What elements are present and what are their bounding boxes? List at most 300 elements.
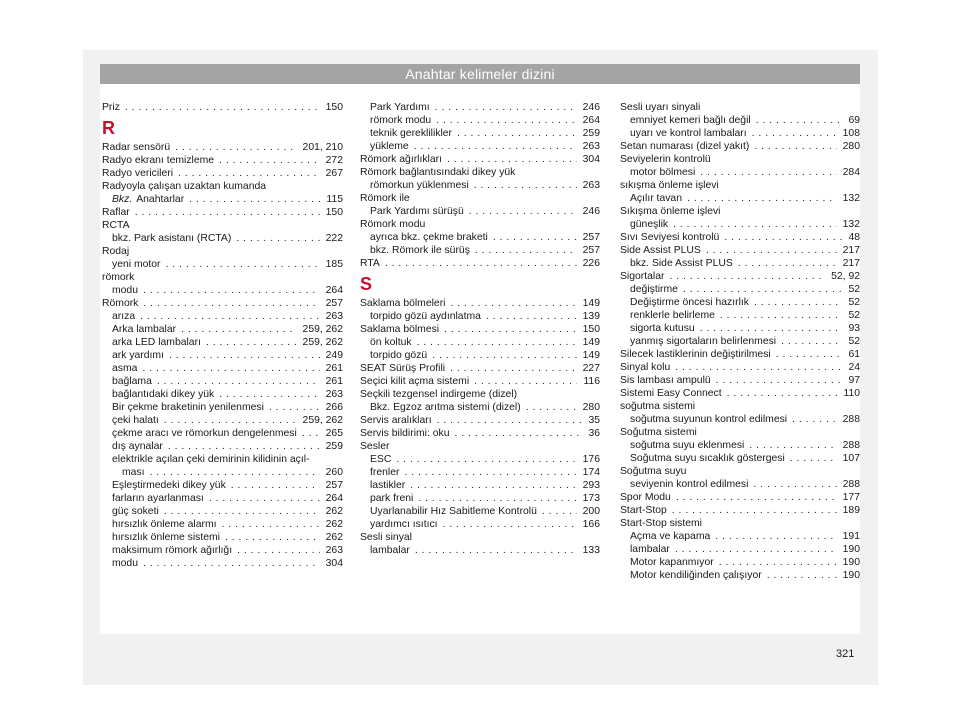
entry-label: asma — [112, 363, 138, 374]
dot-leader — [756, 114, 843, 127]
entry-label: çekme aracı ve römorkun dengelenmesi — [112, 428, 297, 439]
entry-label: farların ayarlanması — [112, 493, 204, 504]
entry-label: Start-Stop — [620, 505, 667, 516]
entry-label: Servis bildirimi: oku — [360, 428, 450, 439]
entry-label: Motor kapanmıyor — [630, 557, 714, 568]
entry-page: 217 — [842, 245, 860, 256]
dot-leader — [135, 206, 320, 219]
entry-prefix: Bkz. — [112, 194, 133, 205]
entry-page: 263 — [325, 389, 343, 400]
index-entry — [102, 544, 343, 557]
entry-label: Römork — [102, 298, 139, 309]
entry-label: Römork ağırlıkları — [360, 154, 442, 165]
index-heading — [620, 153, 860, 166]
dot-leader — [475, 244, 577, 257]
dot-leader — [302, 427, 320, 440]
entry-page: 150 — [325, 102, 343, 113]
entry-label: lambalar — [630, 544, 670, 555]
entry-page: 288 — [842, 479, 860, 490]
dot-leader — [727, 387, 838, 400]
entry-label: güç soketi — [112, 506, 159, 517]
index-entry — [620, 114, 860, 127]
dot-leader — [206, 336, 297, 349]
entry-label: Radar sensörü — [102, 142, 171, 153]
index-entry — [620, 478, 860, 491]
index-entry — [102, 167, 343, 180]
dot-leader — [436, 114, 576, 127]
entry-page: 132 — [842, 193, 860, 204]
index-entry — [620, 257, 860, 270]
entry-label: hırsızlık önleme alarmı — [112, 519, 217, 530]
index-entry — [360, 127, 600, 140]
entry-page: 259 — [582, 128, 600, 139]
entry-label: motor bölmesi — [630, 167, 696, 178]
dot-leader — [715, 530, 836, 543]
index-heading — [102, 453, 343, 466]
entry-page: 267 — [325, 168, 343, 179]
dot-leader — [767, 569, 837, 582]
entry-page: 222 — [325, 233, 343, 244]
dot-leader — [189, 193, 320, 206]
index-entry — [102, 232, 343, 245]
index-column-2 — [360, 101, 600, 557]
index-entry — [620, 270, 860, 283]
entry-page: 266 — [325, 402, 343, 413]
dot-leader — [676, 491, 837, 504]
entry-page: 249 — [325, 350, 343, 361]
entry-label: römork modu — [370, 115, 432, 126]
index-entry — [360, 310, 600, 323]
entry-label: arka LED lambaları — [112, 337, 201, 348]
entry-label: Park Yardımı — [370, 102, 430, 113]
entry-label: Römork bağlantısındaki dikey yük — [360, 167, 516, 178]
entry-label: Uyarlanabilir Hız Sabitleme Kontrolü — [370, 506, 537, 517]
entry-label: frenler — [370, 467, 400, 478]
index-entry — [102, 141, 343, 154]
index-entry — [360, 323, 600, 336]
entry-page: 110 — [843, 388, 860, 399]
entry-page: 149 — [582, 337, 600, 348]
index-heading — [102, 219, 343, 232]
entry-label: Açılır tavan — [630, 193, 682, 204]
entry-label: Değiştirme öncesi hazırlık — [630, 297, 749, 308]
entry-label: sıkışma önleme işlevi — [620, 180, 719, 191]
dot-leader — [706, 244, 837, 257]
entry-label: Sis lambası ampulü — [620, 375, 711, 386]
entry-page: 173 — [582, 493, 600, 504]
entry-page: 200 — [582, 506, 600, 517]
dot-leader — [178, 167, 320, 180]
index-entry — [360, 544, 600, 557]
dot-leader — [143, 284, 320, 297]
dot-leader — [169, 349, 320, 362]
index-entry — [102, 466, 343, 479]
dot-leader — [450, 297, 576, 310]
dot-leader — [164, 414, 297, 427]
index-entry — [620, 413, 860, 426]
entry-label: Priz — [102, 102, 120, 113]
index-entry — [360, 179, 600, 192]
entry-page: 185 — [325, 259, 343, 270]
entry-label: torpido gözü aydınlatma — [370, 311, 481, 322]
entry-page: 304 — [582, 154, 600, 165]
entry-label: Sesli sinyal — [360, 532, 412, 543]
entry-page: 263 — [582, 180, 600, 191]
dot-leader — [469, 205, 577, 218]
index-heading — [620, 517, 860, 530]
index-entry — [620, 348, 860, 361]
entry-label: bkz. Side Assist PLUS — [630, 258, 733, 269]
index-heading — [620, 179, 860, 192]
entry-page: 259, 262 — [302, 337, 343, 348]
entry-label: Anahtarlar — [136, 194, 185, 205]
dot-leader — [781, 335, 842, 348]
entry-label: Seçici kilit açma sistemi — [360, 376, 470, 387]
entry-page: 264 — [325, 285, 343, 296]
index-entry — [102, 505, 343, 518]
entry-label: Sesli uyarı sinyali — [620, 102, 701, 113]
index-entry — [360, 257, 600, 270]
dot-leader — [443, 518, 577, 531]
index-entry — [102, 206, 343, 219]
entry-label: lastikler — [370, 480, 406, 491]
dot-leader — [700, 322, 843, 335]
entry-page: 52 — [848, 284, 860, 295]
entry-page: 132 — [842, 219, 860, 230]
dot-leader — [673, 218, 837, 231]
dot-leader — [236, 232, 319, 245]
dot-leader — [222, 518, 320, 531]
index-entry — [620, 387, 860, 400]
entry-page: 257 — [582, 245, 600, 256]
index-entry — [102, 154, 343, 167]
entry-label: RTA — [360, 258, 380, 269]
entry-label: Spor Modu — [620, 492, 671, 503]
section-letter: S — [360, 274, 373, 294]
entry-page: 259, 262 — [302, 324, 343, 335]
index-entry — [102, 101, 343, 114]
index-heading — [360, 192, 600, 205]
dot-leader — [415, 544, 577, 557]
entry-label: ayrıca bkz. çekme braketi — [370, 232, 488, 243]
index-heading — [360, 218, 600, 231]
dot-leader — [410, 479, 576, 492]
entry-label: ön koltuk — [370, 337, 412, 348]
dot-leader — [140, 310, 320, 323]
entry-page: 108 — [842, 128, 860, 139]
dot-leader — [474, 375, 577, 388]
dot-leader — [385, 257, 577, 270]
index-heading — [360, 531, 600, 544]
entry-page: 280 — [842, 141, 860, 152]
dot-leader — [143, 557, 320, 570]
dot-leader — [675, 361, 842, 374]
entry-label: uyarı ve kontrol lambaları — [630, 128, 747, 139]
entry-label: teknik gereklilikler — [370, 128, 452, 139]
entry-page: 150 — [325, 207, 343, 218]
dot-leader — [738, 257, 837, 270]
index-entry — [620, 192, 860, 205]
dot-leader — [168, 440, 320, 453]
entry-page: 257 — [325, 298, 343, 309]
index-heading — [102, 271, 343, 284]
entry-label: Radyoyla çalışan uzaktan kumanda — [102, 181, 267, 192]
index-entry — [102, 557, 343, 570]
entry-page: 133 — [582, 545, 600, 556]
entry-page: 265 — [325, 428, 343, 439]
index-entry — [620, 166, 860, 179]
entry-label: modu — [112, 558, 138, 569]
index-header-bar — [100, 64, 860, 84]
entry-label: soğutma sistemi — [620, 401, 696, 412]
entry-label: Sinyal kolu — [620, 362, 671, 373]
entry-page: 93 — [848, 323, 860, 334]
entry-page: 246 — [582, 102, 600, 113]
entry-label: değiştirme — [630, 284, 678, 295]
entry-label: soğutma suyunun kontrol edilmesi — [630, 414, 788, 425]
entry-label: arıza — [112, 311, 136, 322]
entry-label: Arka lambalar — [112, 324, 177, 335]
dot-leader — [209, 492, 320, 505]
index-entry — [620, 361, 860, 374]
dot-leader — [752, 127, 837, 140]
index-entry — [360, 231, 600, 244]
entry-label: RCTA — [102, 220, 130, 231]
entry-label: park freni — [370, 493, 414, 504]
index-entry — [102, 336, 343, 349]
index-entry — [360, 101, 600, 114]
entry-label: Motor kendiliğinden çalışıyor — [630, 570, 762, 581]
dot-leader — [790, 452, 837, 465]
dot-leader — [675, 543, 837, 556]
entry-label: Römork ile — [360, 193, 410, 204]
index-entry — [360, 466, 600, 479]
entry-page: 115 — [326, 194, 343, 205]
dot-leader — [447, 153, 577, 166]
entry-label: Soğutma sistemi — [620, 427, 697, 438]
index-entry — [102, 388, 343, 401]
entry-label: Radyo vericileri — [102, 168, 174, 179]
entry-label: renklerle belirleme — [630, 310, 715, 321]
entry-page: 293 — [582, 480, 600, 491]
entry-page: 217 — [842, 258, 860, 269]
entry-label: Seçkili tezgensel indirgeme (dizel) — [360, 389, 518, 400]
index-entry — [620, 244, 860, 257]
entry-label: bkz. Römork ile sürüş — [370, 245, 470, 256]
index-entry — [620, 491, 860, 504]
index-entry — [102, 323, 343, 336]
index-entry — [102, 479, 343, 492]
entry-label: Römork modu — [360, 219, 426, 230]
dot-leader — [164, 505, 320, 518]
index-entry — [102, 362, 343, 375]
entry-label: seviyenin kontrol edilmesi — [630, 479, 749, 490]
dot-leader — [219, 388, 319, 401]
dot-leader — [414, 140, 577, 153]
entry-page: 263 — [582, 141, 600, 152]
entry-page: 261 — [325, 363, 343, 374]
index-entry — [360, 492, 600, 505]
page-number: 321 — [836, 648, 855, 660]
entry-page: 262 — [325, 506, 343, 517]
entry-label: Soğutma suyu sıcaklık göstergesi — [630, 453, 785, 464]
dot-leader — [792, 413, 837, 426]
entry-label: Seviyelerin kontrolü — [620, 154, 711, 165]
index-entry — [620, 374, 860, 387]
entry-page: 191 — [842, 531, 860, 542]
index-column-1 — [102, 101, 343, 570]
entry-page: 257 — [325, 480, 343, 491]
entry-label: yükleme — [370, 141, 409, 152]
index-entry — [360, 453, 600, 466]
index-entry — [620, 543, 860, 556]
dot-leader — [724, 231, 842, 244]
entry-label: Açma ve kapama — [630, 531, 711, 542]
entry-page: 48 — [848, 232, 860, 243]
entry-label: Servis aralıkları — [360, 415, 432, 426]
entry-label: Raflar — [102, 207, 130, 218]
entry-page: 166 — [582, 519, 600, 530]
index-entry — [620, 231, 860, 244]
dot-leader — [396, 453, 576, 466]
dot-leader — [493, 231, 577, 244]
entry-label: emniyet kemeri bağlı değil — [630, 115, 751, 126]
entry-page: 280 — [582, 402, 600, 413]
index-entry — [360, 244, 600, 257]
entry-label: Saklama bölmesi — [360, 324, 440, 335]
entry-label: Silecek lastiklerinin değiştirilmesi — [620, 349, 771, 360]
index-entry — [360, 362, 600, 375]
dot-leader — [181, 323, 296, 336]
index-entry — [102, 401, 343, 414]
entry-page: 52 — [848, 336, 860, 347]
entry-page: 190 — [842, 544, 860, 555]
dot-leader — [700, 166, 836, 179]
index-entry — [360, 297, 600, 310]
dot-leader — [418, 492, 576, 505]
dot-leader — [237, 544, 320, 557]
entry-label: güneşlik — [630, 219, 669, 230]
entry-page: 259 — [325, 441, 343, 452]
entry-page: 139 — [582, 311, 600, 322]
dot-leader — [753, 478, 836, 491]
entry-page: 288 — [842, 440, 860, 451]
dot-leader — [143, 297, 319, 310]
dot-leader — [417, 336, 577, 349]
entry-page: 259, 262 — [302, 415, 343, 426]
index-entry — [102, 492, 343, 505]
index-entry — [360, 153, 600, 166]
entry-label: Sıkışma önleme işlevi — [620, 206, 721, 217]
index-entry — [102, 284, 343, 297]
index-entry — [360, 349, 600, 362]
index-entry — [620, 556, 860, 569]
entry-label: yardımcı ısıtıcı — [370, 519, 438, 530]
dot-leader — [683, 283, 843, 296]
entry-label: çeki halatı — [112, 415, 159, 426]
index-entry — [620, 127, 860, 140]
entry-label: yeni motor — [112, 259, 161, 270]
entry-label: torpido gözü — [370, 350, 428, 361]
entry-label: Bkz. Egzoz arıtma sistemi (dizel) — [370, 402, 521, 413]
dot-leader — [457, 127, 577, 140]
index-heading — [102, 180, 343, 193]
entry-page: 52 — [848, 297, 860, 308]
section-letter: R — [102, 118, 115, 138]
entry-label: modu — [112, 285, 138, 296]
index-entry — [620, 140, 860, 153]
entry-label: lambalar — [370, 545, 410, 556]
dot-leader — [437, 414, 583, 427]
entry-page: 284 — [842, 167, 860, 178]
dot-leader — [526, 401, 577, 414]
entry-page: 189 — [842, 505, 860, 516]
entry-label: soğutma suyu eklenmesi — [630, 440, 745, 451]
dot-leader — [486, 310, 577, 323]
entry-label: Radyo ekranı temizleme — [102, 155, 215, 166]
entry-page: 227 — [582, 363, 600, 374]
entry-page: 52, 92 — [831, 271, 860, 282]
dot-leader — [219, 154, 320, 167]
entry-page: 149 — [582, 350, 600, 361]
entry-page: 190 — [842, 557, 860, 568]
index-entry — [620, 335, 860, 348]
index-entry — [620, 218, 860, 231]
dot-leader — [776, 348, 843, 361]
dot-leader — [157, 375, 320, 388]
entry-page: 288 — [842, 414, 860, 425]
dot-leader — [231, 479, 320, 492]
entry-label: Setan numarası (dizel yakıt) — [620, 141, 750, 152]
entry-label: elektrikle açılan çeki demirinin kilidinin açıl- — [112, 454, 310, 465]
dot-leader — [716, 374, 843, 387]
entry-page: 257 — [582, 232, 600, 243]
entry-label: römorkun yüklenmesi — [370, 180, 469, 191]
index-heading — [620, 101, 860, 114]
index-heading — [620, 426, 860, 439]
entry-label: bağlantıdaki dikey yük — [112, 389, 215, 400]
entry-page: 24 — [848, 362, 860, 373]
entry-label: ması — [122, 467, 145, 478]
dot-leader — [166, 258, 320, 271]
entry-page: 35 — [588, 415, 600, 426]
entry-label: dış aynalar — [112, 441, 163, 452]
dot-leader — [672, 504, 837, 517]
index-heading — [360, 440, 600, 453]
entry-label: yanmış sigortaların belirlenmesi — [630, 336, 777, 347]
entry-page: 263 — [325, 311, 343, 322]
dot-leader — [432, 349, 576, 362]
entry-label: hırsızlık önleme sistemi — [112, 532, 220, 543]
entry-page: 149 — [582, 298, 600, 309]
entry-page: 246 — [582, 206, 600, 217]
index-entry — [360, 505, 600, 518]
index-entry — [360, 518, 600, 531]
index-entry — [620, 322, 860, 335]
entry-page: 52 — [848, 310, 860, 321]
dot-leader — [687, 192, 837, 205]
entry-label: ark yardımı — [112, 350, 164, 361]
dot-leader — [754, 140, 836, 153]
entry-page: 116 — [583, 376, 600, 387]
entry-page: 69 — [848, 115, 860, 126]
index-entry — [360, 140, 600, 153]
index-entry — [620, 569, 860, 582]
entry-page: 176 — [582, 454, 600, 465]
index-entry — [102, 193, 343, 206]
index-entry — [620, 530, 860, 543]
dot-leader — [444, 323, 577, 336]
